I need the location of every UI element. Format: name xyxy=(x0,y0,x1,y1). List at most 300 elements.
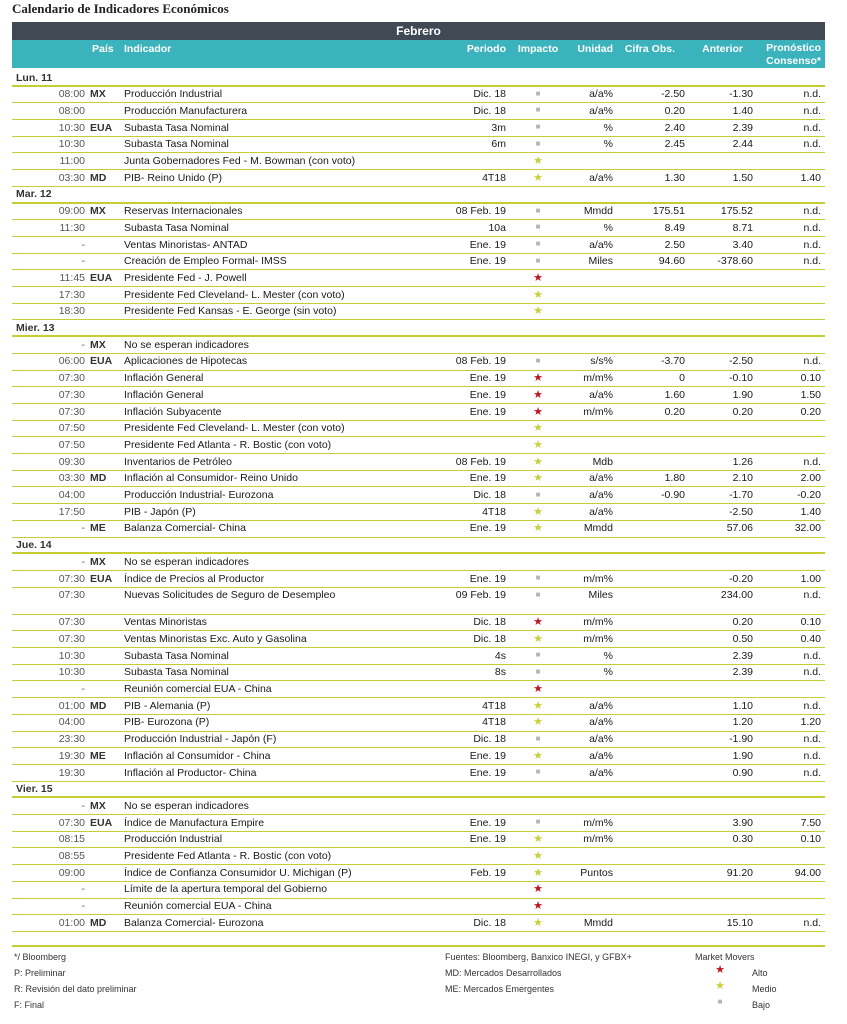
row-unit: a/a% xyxy=(589,388,613,401)
row-unit: % xyxy=(603,666,613,679)
row-observed: 1.30 xyxy=(664,171,685,184)
row-time: 07:30 xyxy=(58,816,85,829)
table-row xyxy=(12,287,825,304)
table-row xyxy=(12,371,825,388)
row-indicator: No se esperan indicadores xyxy=(124,555,249,568)
row-indicator: Índice de Manufactura Empire xyxy=(124,816,265,829)
row-unit: a/a% xyxy=(589,472,613,485)
row-forecast: n.d. xyxy=(803,205,821,218)
table-row xyxy=(12,254,825,271)
row-previous: 0.90 xyxy=(732,766,753,779)
row-indicator: Producción Industrial xyxy=(124,833,223,846)
row-indicator: Presidente Fed - J. Powell xyxy=(124,271,247,284)
row-period: 8s xyxy=(494,666,506,679)
row-previous: -1.70 xyxy=(729,489,753,501)
row-time: 11:30 xyxy=(59,221,85,234)
row-indicator: Subasta Tasa Nominal xyxy=(124,666,229,679)
row-period: Ene. 19 xyxy=(469,749,506,762)
table-row xyxy=(12,521,825,538)
row-observed: 0.20 xyxy=(664,405,685,418)
row-time: - xyxy=(81,555,85,568)
impact-bajo-square-icon: ■ xyxy=(535,666,541,676)
row-indicator: Reunión comercial EUA - China xyxy=(124,683,272,695)
impact-medio-star-icon: ★ xyxy=(533,850,543,862)
table-row xyxy=(12,120,825,137)
row-unit: a/a% xyxy=(589,104,613,117)
row-period: Ene. 19 xyxy=(469,388,506,401)
row-time: - xyxy=(81,799,85,812)
row-indicator: Inflación al Productor- China xyxy=(124,766,257,779)
row-previous: -0.10 xyxy=(729,372,753,385)
row-observed: 0.20 xyxy=(664,104,685,117)
row-indicator: Subasta Tasa Nominal xyxy=(124,138,229,151)
row-forecast: n.d. xyxy=(803,766,821,779)
row-forecast: n.d. xyxy=(803,88,821,101)
row-previous: 234.00 xyxy=(720,589,753,602)
row-indicator: No se esperan indicadores xyxy=(124,338,249,351)
row-unit: s/s% xyxy=(590,355,613,368)
row-previous: 0.30 xyxy=(732,833,753,846)
table-row xyxy=(12,354,825,371)
table-row xyxy=(12,571,825,588)
table-row xyxy=(12,915,825,932)
table-row xyxy=(12,648,825,665)
row-unit: % xyxy=(603,221,613,234)
row-time: 17:30 xyxy=(58,288,85,301)
row-unit: m/m% xyxy=(583,572,613,585)
impact-bajo-square-icon: ■ xyxy=(535,489,541,499)
legend-medio-label: Medio xyxy=(752,984,777,994)
row-indicator: Subasta Tasa Nominal xyxy=(124,121,229,134)
row-time: 07:30 xyxy=(58,405,85,418)
note-bloomberg: */ Bloomberg xyxy=(14,952,67,962)
row-time: 08:00 xyxy=(58,88,85,101)
table-row xyxy=(12,832,825,849)
row-time: - xyxy=(81,338,85,351)
table-row xyxy=(12,304,825,321)
table-row xyxy=(12,270,825,287)
row-period: 3m xyxy=(491,121,506,134)
impact-bajo-square-icon: ■ xyxy=(535,355,541,365)
row-period: 08 Feb. 19 xyxy=(455,355,506,368)
impact-medio-star-icon: ★ xyxy=(533,155,543,167)
impact-bajo-square-icon: ■ xyxy=(535,573,541,582)
row-time: 11:45 xyxy=(59,271,85,284)
table-row xyxy=(12,631,825,648)
row-forecast: 0.10 xyxy=(800,833,821,846)
row-indicator: Subasta Tasa Nominal xyxy=(124,649,229,662)
row-previous: 2.10 xyxy=(732,472,753,485)
impact-medio-star-icon: ★ xyxy=(533,916,543,929)
row-forecast: n.d. xyxy=(803,916,821,929)
table-row xyxy=(12,471,825,488)
impact-bajo-square-icon: ■ xyxy=(535,88,541,98)
header-obs: Cifra Obs. xyxy=(624,43,675,55)
row-forecast: 1.40 xyxy=(800,505,821,518)
row-indicator: Balanza Comercial- China xyxy=(124,522,246,535)
table-row xyxy=(12,404,825,421)
impact-medio-star-icon: ★ xyxy=(533,833,543,846)
row-forecast: n.d. xyxy=(803,138,821,151)
row-unit: a/a% xyxy=(589,749,613,762)
row-period: Ene. 19 xyxy=(469,472,506,485)
table-row xyxy=(12,103,825,120)
row-country: EUA xyxy=(90,572,113,585)
note-final: F: Final xyxy=(14,1000,45,1010)
table-row xyxy=(12,865,825,882)
row-indicator: Reunión comercial EUA - China xyxy=(124,900,272,913)
row-forecast: 0.20 xyxy=(800,405,821,418)
row-unit: Miles xyxy=(588,589,613,602)
row-time: - xyxy=(81,522,85,535)
row-time: 04:00 xyxy=(58,489,85,501)
header-forecast-line2: Consenso* xyxy=(766,55,821,67)
legend-alto-label: Alto xyxy=(752,968,768,978)
row-period: 09 Feb. 19 xyxy=(455,589,506,602)
table-row xyxy=(12,732,825,749)
impact-medio-star-icon: ★ xyxy=(533,422,543,435)
impact-bajo-square-icon: ■ xyxy=(535,222,541,232)
impact-bajo-square-icon: ■ xyxy=(535,733,541,743)
row-period: Dic. 18 xyxy=(473,489,506,501)
day-label: Jue. 14 xyxy=(16,539,52,552)
row-time: 07:50 xyxy=(58,438,85,451)
row-previous: 2.39 xyxy=(732,121,753,134)
row-country: MX xyxy=(90,88,106,101)
table-row xyxy=(12,488,825,505)
row-indicator: Creación de Empleo Formal- IMSS xyxy=(124,255,287,268)
row-previous: -1.90 xyxy=(729,733,753,746)
legend-bajo-square-icon: ■ xyxy=(717,997,723,1006)
row-indicator: Reservas Internacionales xyxy=(124,205,243,218)
row-indicator: PIB- Eurozona (P) xyxy=(124,716,210,729)
row-period: Ene. 19 xyxy=(469,405,506,418)
row-unit: Mmdd xyxy=(583,205,613,218)
row-time: 07:50 xyxy=(58,422,85,435)
row-period: Ene. 19 xyxy=(469,522,506,535)
table-row xyxy=(12,682,825,699)
row-forecast: n.d. xyxy=(803,666,821,679)
impact-medio-star-icon: ★ xyxy=(533,171,543,184)
row-observed: 2.50 xyxy=(664,238,685,251)
impact-bajo-square-icon: ■ xyxy=(535,239,541,248)
table-row xyxy=(12,698,825,715)
table-row xyxy=(12,220,825,237)
table-row xyxy=(12,665,825,682)
row-previous: 175.52 xyxy=(720,205,753,218)
row-observed: 0 xyxy=(679,372,685,385)
row-time: 07:30 xyxy=(58,632,85,645)
row-period: Dic. 18 xyxy=(473,733,506,746)
row-forecast: n.d. xyxy=(803,699,821,712)
row-forecast: n.d. xyxy=(803,649,821,662)
impact-bajo-square-icon: ■ xyxy=(535,817,541,827)
row-unit: a/a% xyxy=(589,238,613,251)
row-country: MD xyxy=(90,472,107,485)
row-indicator: Inflación General xyxy=(124,372,204,385)
impact-medio-star-icon: ★ xyxy=(533,455,543,468)
row-unit: Mdb xyxy=(592,455,613,468)
row-period: 4s xyxy=(494,649,506,662)
row-time: 10:30 xyxy=(58,138,85,151)
day-label: Mar. 12 xyxy=(16,188,52,201)
row-period: 4T18 xyxy=(482,716,506,729)
row-time: 08:55 xyxy=(58,850,85,862)
row-period: 4T18 xyxy=(482,171,506,184)
table-row xyxy=(12,554,825,571)
row-country: ME xyxy=(90,522,106,535)
table-row xyxy=(12,387,825,404)
row-forecast: 1.50 xyxy=(800,388,821,401)
row-unit: Puntos xyxy=(580,866,613,879)
row-period: 4T18 xyxy=(482,505,506,518)
row-indicator: Subasta Tasa Nominal xyxy=(124,221,229,234)
row-time: 06:00 xyxy=(58,355,85,368)
row-period: Ene. 19 xyxy=(469,572,506,585)
row-indicator: Producción Manufacturera xyxy=(124,104,248,117)
row-forecast: n.d. xyxy=(803,733,821,746)
impact-medio-star-icon: ★ xyxy=(533,305,543,318)
table-row xyxy=(12,170,825,187)
row-observed: 94.60 xyxy=(658,255,685,268)
header-impact: Impacto xyxy=(517,43,559,55)
row-period: 10a xyxy=(488,221,506,234)
row-previous: -1.30 xyxy=(729,88,753,101)
impact-bajo-square-icon: ■ xyxy=(535,105,541,115)
row-time: 08:00 xyxy=(58,104,85,117)
row-forecast: n.d. xyxy=(803,104,821,117)
row-previous: -2.50 xyxy=(729,355,753,368)
row-time: 07:30 xyxy=(58,372,85,385)
row-previous: 3.40 xyxy=(732,238,753,251)
row-unit: m/m% xyxy=(583,816,613,829)
table-row xyxy=(12,87,825,104)
row-unit: a/a% xyxy=(589,505,613,518)
row-forecast: 1.20 xyxy=(800,716,821,729)
row-time: 17:50 xyxy=(58,505,85,518)
table-row xyxy=(12,237,825,254)
row-period: Ene. 19 xyxy=(469,372,506,385)
row-unit: Miles xyxy=(588,255,613,268)
row-forecast: 2.00 xyxy=(800,472,821,485)
row-indicator: Inflación al Consumidor - China xyxy=(124,749,271,762)
row-country: MX xyxy=(90,338,106,351)
row-period: 08 Feb. 19 xyxy=(455,455,506,468)
row-previous: 2.39 xyxy=(732,649,753,662)
row-observed: 2.40 xyxy=(664,121,685,134)
row-indicator: Presidente Fed Atlanta - R. Bostic (con voto) xyxy=(124,438,332,451)
row-period: 4T18 xyxy=(482,699,506,712)
row-indicator: Aplicaciones de Hipotecas xyxy=(124,355,248,368)
table-row xyxy=(12,504,825,521)
impact-bajo-square-icon: ■ xyxy=(535,122,541,132)
row-period: Dic. 18 xyxy=(473,616,506,629)
column-headers xyxy=(12,40,825,68)
row-unit: a/a% xyxy=(589,699,613,712)
row-forecast: 0.10 xyxy=(800,616,821,629)
row-period: 6m xyxy=(491,138,506,151)
row-time: 03:30 xyxy=(58,472,85,485)
row-country: MD xyxy=(90,699,107,712)
row-unit: a/a% xyxy=(589,716,613,729)
legend-alto-star-icon: ★ xyxy=(715,964,725,976)
row-unit: m/m% xyxy=(583,405,613,418)
row-forecast: 94.00 xyxy=(794,866,821,879)
row-previous: 1.40 xyxy=(732,104,753,117)
me-note: ME: Mercados Emergentes xyxy=(445,984,555,994)
table-row xyxy=(12,437,825,454)
row-indicator: Presidente Fed Kansas - E. George (sin voto) xyxy=(124,305,337,318)
row-time: 08:15 xyxy=(58,833,85,846)
row-indicator: Presidente Fed Cleveland- L. Mester (con voto) xyxy=(124,422,345,435)
row-period: Dic. 18 xyxy=(473,916,506,929)
impact-bajo-square-icon: ■ xyxy=(535,255,541,265)
table-row xyxy=(12,204,825,221)
row-country: MX xyxy=(90,799,106,812)
row-period: Ene. 19 xyxy=(469,238,506,251)
row-forecast: 0.40 xyxy=(800,632,821,645)
row-forecast: n.d. xyxy=(803,255,821,268)
row-observed: -0.90 xyxy=(661,489,685,501)
row-time: - xyxy=(81,900,85,913)
day-header xyxy=(12,782,825,799)
note-preliminar: P: Preliminar xyxy=(14,968,66,978)
day-label: Lun. 11 xyxy=(16,71,53,84)
row-country: MD xyxy=(90,171,107,184)
impact-medio-star-icon: ★ xyxy=(533,505,543,518)
table-row xyxy=(12,815,825,832)
md-note: MD: Mercados Desarrollados xyxy=(445,968,562,978)
row-time: - xyxy=(81,238,85,251)
row-forecast: 1.00 xyxy=(800,572,821,585)
table-row xyxy=(12,588,825,615)
row-unit: a/a% xyxy=(589,88,613,101)
row-forecast: 0.10 xyxy=(800,372,821,385)
header-unit: Unidad xyxy=(577,43,613,55)
row-unit: % xyxy=(603,649,613,662)
row-observed: -2.50 xyxy=(661,88,685,101)
row-country: EUA xyxy=(90,121,113,134)
table-header xyxy=(12,22,825,68)
row-indicator: Producción Industrial- Eurozona xyxy=(124,489,274,501)
impact-alto-star-icon: ★ xyxy=(533,405,543,418)
row-previous: -2.50 xyxy=(729,505,753,518)
row-time: 10:30 xyxy=(58,666,85,679)
row-time: 09:00 xyxy=(58,205,85,218)
impact-bajo-square-icon: ■ xyxy=(535,205,541,215)
table-row xyxy=(12,154,825,171)
row-forecast: 32.00 xyxy=(794,522,821,535)
row-forecast: n.d. xyxy=(803,749,821,762)
row-unit: Mmdd xyxy=(583,522,613,535)
table-row xyxy=(12,899,825,916)
day-header xyxy=(12,538,825,555)
row-forecast: n.d. xyxy=(803,355,821,368)
row-unit: Mmdd xyxy=(583,916,613,929)
row-previous: 1.10 xyxy=(732,699,753,712)
row-indicator: Ventas Minoristas xyxy=(124,616,207,629)
impact-alto-star-icon: ★ xyxy=(533,271,543,284)
row-time: 07:30 xyxy=(58,572,85,585)
row-previous: -378.60 xyxy=(717,255,753,268)
row-previous: 0.50 xyxy=(732,632,753,645)
legend-medio-star-icon: ★ xyxy=(715,980,725,992)
table-row xyxy=(12,748,825,765)
row-time: 09:00 xyxy=(58,866,85,879)
row-unit: m/m% xyxy=(583,372,613,385)
row-period: Ene. 19 xyxy=(469,816,506,829)
row-time: 10:30 xyxy=(58,649,85,662)
day-label: Vier. 15 xyxy=(16,783,53,796)
row-forecast: 7.50 xyxy=(800,816,821,829)
row-period: Ene. 19 xyxy=(469,833,506,846)
row-time: 10:30 xyxy=(58,121,85,134)
row-unit: % xyxy=(603,121,613,134)
row-forecast: n.d. xyxy=(803,221,821,234)
impact-bajo-square-icon: ■ xyxy=(535,767,541,776)
impact-medio-star-icon: ★ xyxy=(533,472,543,485)
row-previous: 91.20 xyxy=(726,866,753,879)
row-country: EUA xyxy=(90,271,113,284)
row-indicator: Inflación al Consumidor- Reino Unido xyxy=(124,472,298,485)
row-time: 23:30 xyxy=(58,733,85,746)
table-row xyxy=(12,337,825,354)
row-indicator: PIB- Reino Unido (P) xyxy=(124,171,223,184)
impact-medio-star-icon: ★ xyxy=(533,438,543,451)
row-indicator: Producción Industrial - Japón (F) xyxy=(124,733,277,746)
row-observed: 2.45 xyxy=(664,138,685,151)
table-row xyxy=(12,765,825,782)
header-prev: Anterior xyxy=(702,43,743,55)
impact-alto-star-icon: ★ xyxy=(533,616,543,629)
impact-bajo-square-icon: ■ xyxy=(535,650,541,660)
row-indicator: Ventas Minoristas- ANTAD xyxy=(124,238,248,251)
day-header xyxy=(12,187,825,204)
impact-alto-star-icon: ★ xyxy=(533,683,543,695)
row-time: 19:30 xyxy=(58,749,85,762)
row-indicator: Presidente Fed Atlanta - R. Bostic (con voto) xyxy=(124,850,332,862)
row-indicator: No se esperan indicadores xyxy=(124,799,249,812)
row-unit: % xyxy=(603,138,613,151)
row-period: Dic. 18 xyxy=(473,104,506,117)
row-time: 19:30 xyxy=(58,766,85,779)
impact-alto-star-icon: ★ xyxy=(533,900,543,913)
row-indicator: Presidente Fed Cleveland- L. Mester (con voto) xyxy=(124,288,345,301)
row-unit: m/m% xyxy=(583,632,613,645)
row-previous: 1.26 xyxy=(732,455,753,468)
row-indicator: Índice de Confianza Consumidor U. Michigan (P) xyxy=(124,866,352,879)
row-country: ME xyxy=(90,749,106,762)
impact-medio-star-icon: ★ xyxy=(533,749,543,762)
row-observed: -3.70 xyxy=(661,355,685,368)
table-row xyxy=(12,849,825,866)
row-time: 03:30 xyxy=(58,171,85,184)
row-previous: 2.39 xyxy=(732,666,753,679)
row-indicator: Inflación General xyxy=(124,388,204,401)
row-forecast: n.d. xyxy=(803,121,821,134)
row-time: 07:30 xyxy=(58,388,85,401)
row-indicator: PIB - Japón (P) xyxy=(124,505,196,518)
row-country: MD xyxy=(90,916,107,929)
row-observed: 175.51 xyxy=(652,205,685,218)
row-forecast: 1.40 xyxy=(800,171,821,184)
row-unit: a/a% xyxy=(589,766,613,779)
row-previous: 0.20 xyxy=(732,405,753,418)
row-previous: 3.90 xyxy=(732,816,753,829)
row-previous: 0.20 xyxy=(732,616,753,629)
day-header xyxy=(12,321,825,338)
row-indicator: Límite de la apertura temporal del Gobierno xyxy=(124,883,328,896)
